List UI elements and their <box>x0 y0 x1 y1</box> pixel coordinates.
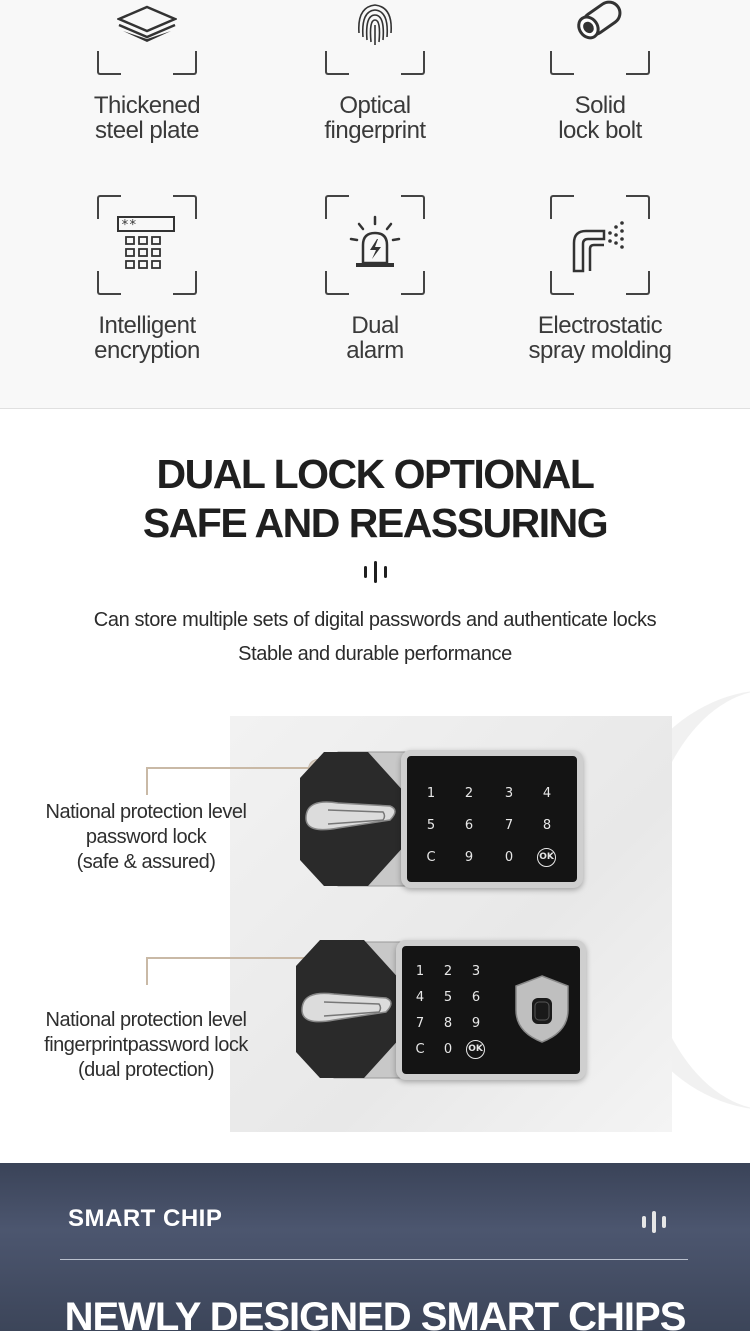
keypad-key: 9 <box>471 1016 481 1031</box>
password-lock <box>298 748 583 890</box>
keypad-key: 4 <box>542 786 552 801</box>
icon-frame <box>325 0 425 75</box>
icon-frame <box>550 0 650 75</box>
keypad-key: C <box>426 850 436 865</box>
callout-fingerprint-lock: National protection level fingerprintpassword lock (dual protection) <box>44 1009 248 1081</box>
feature-label: Dual alarm <box>346 312 404 364</box>
icon-frame <box>325 195 425 295</box>
keypad-key: 5 <box>443 990 453 1005</box>
chip-bars-icon <box>640 1211 670 1233</box>
keypad-key: 1 <box>415 964 425 979</box>
keypad-key: 9 <box>464 850 474 865</box>
feature-label: Optical fingerprint <box>324 92 426 144</box>
chip-title: SMART CHIP <box>68 1205 223 1232</box>
feature-label: Electrostatic spray molding <box>528 312 672 364</box>
features-section <box>0 0 750 409</box>
icon-frame <box>97 195 197 295</box>
lock2-keypad <box>396 940 586 1080</box>
keypad-icon <box>117 213 177 273</box>
fingerprint-sensor-icon <box>514 974 570 1044</box>
fingerprint-password-lock <box>294 938 586 1082</box>
smart-chip-section <box>0 1163 750 1331</box>
keypad-key: 2 <box>464 786 474 801</box>
callout-line <box>146 767 148 795</box>
keypad-key: C <box>415 1042 425 1057</box>
keypad-key: 6 <box>471 990 481 1005</box>
keypad-key: 7 <box>504 818 514 833</box>
lock-bolt-icon <box>570 0 630 53</box>
keypad-key: 2 <box>443 964 453 979</box>
feature-label: Solid lock bolt <box>558 92 642 144</box>
callout-line <box>146 957 148 985</box>
keypad-key: 6 <box>464 818 474 833</box>
keypad-key: 0 <box>443 1042 453 1057</box>
spray-icon <box>570 213 630 273</box>
fingerprint-icon <box>345 0 405 53</box>
keypad-key: 8 <box>443 1016 453 1031</box>
feature-label: Intelligent encryption <box>94 312 200 364</box>
keypad-key: 8 <box>542 818 552 833</box>
keypad-key: 5 <box>426 818 436 833</box>
callout-password-lock: National protection level password lock (safe & assured) <box>45 801 247 873</box>
icon-frame <box>97 0 197 75</box>
keypad-key: 3 <box>471 964 481 979</box>
alarm-icon <box>345 213 405 273</box>
keypad-key: 0 <box>504 850 514 865</box>
keypad-ok-key: OK <box>537 848 556 867</box>
callout-line <box>146 767 310 769</box>
section-subtext: Can store multiple sets of digital passwords and authenticate locks Stable and durable performance <box>93 609 657 665</box>
keypad-ok-key: OK <box>466 1040 485 1059</box>
keypad-key: 7 <box>415 1016 425 1031</box>
divider-bars-icon <box>362 561 390 583</box>
keypad-key: 4 <box>415 990 425 1005</box>
lock1-keypad <box>401 750 583 888</box>
chip-headline: NEWLY DESIGNED SMART CHIPS <box>64 1295 686 1331</box>
svg-text:**: ** <box>121 218 137 233</box>
keypad-key: 1 <box>426 786 436 801</box>
section-headline: DUAL LOCK OPTIONAL SAFE AND REASSURING <box>142 451 608 546</box>
callout-line <box>146 957 310 959</box>
keypad-key: 3 <box>504 786 514 801</box>
steel-plate-icon <box>117 0 177 53</box>
icon-frame <box>550 195 650 295</box>
chip-divider <box>60 1259 688 1260</box>
feature-label: Thickened steel plate <box>93 92 201 144</box>
